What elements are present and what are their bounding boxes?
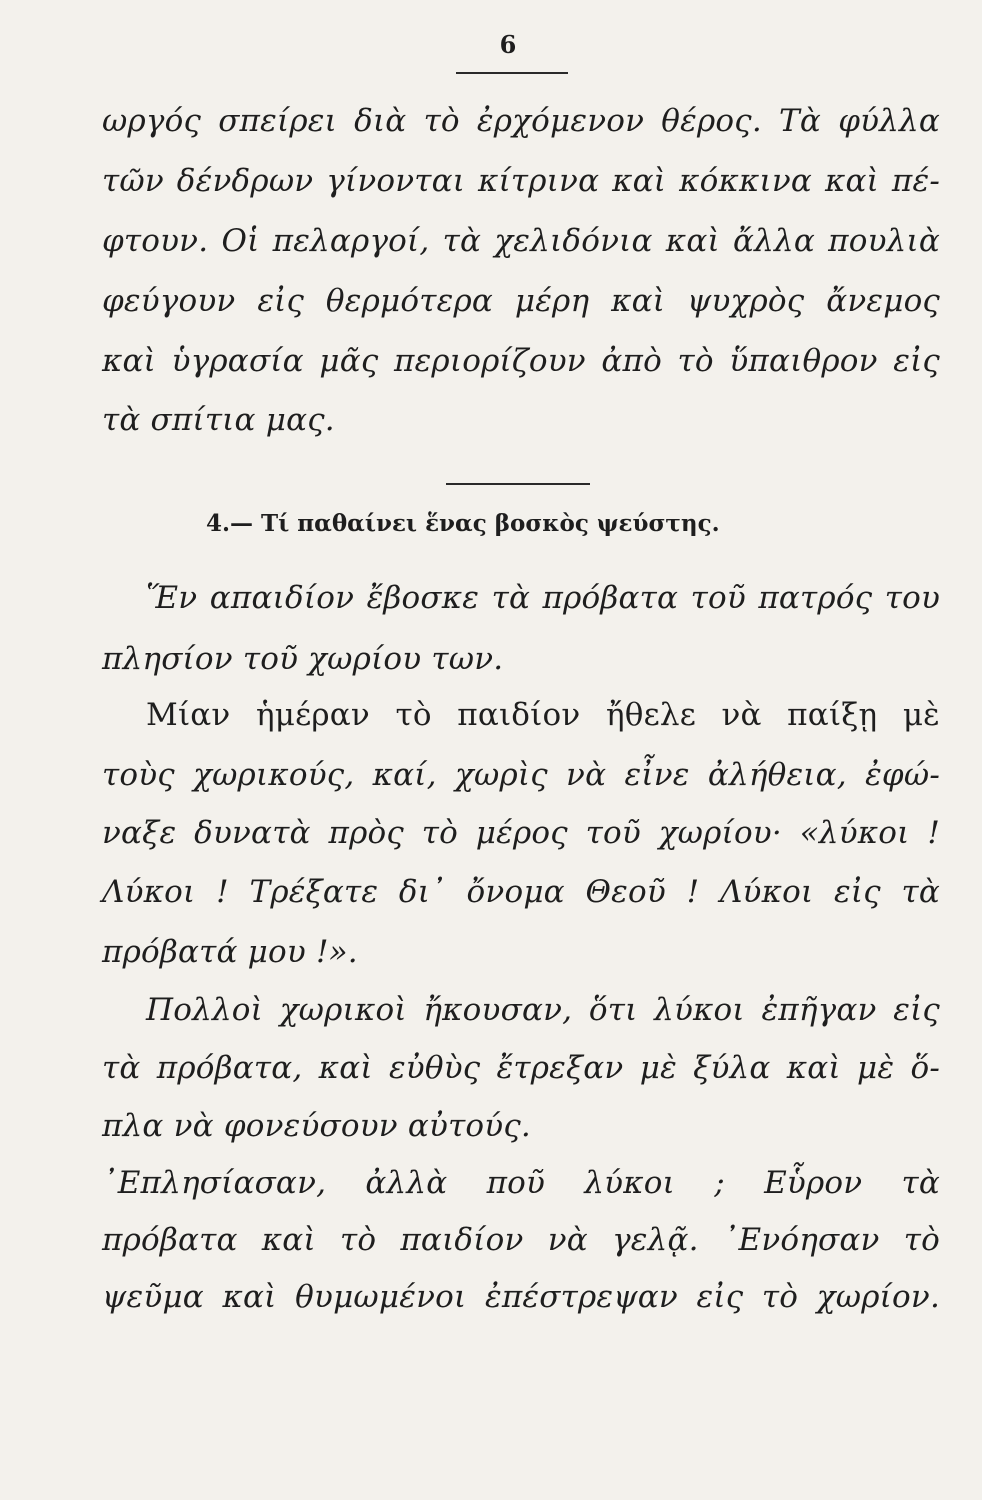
text-line: Ἕν απαιδίον ἔβοσκε τὰ πρόβατα τοῦ πατρός του <box>146 580 940 616</box>
text-line: ψεῦμα καὶ θυμωμένοι ἐπέστρεψαν εἰς τὸ χωρίον. <box>102 1279 940 1315</box>
page-number: 6 <box>499 30 517 59</box>
text-line: ναξε δυνατὰ πρὸς τὸ μέρος τοῦ χωρίου· «λύκοι ! <box>102 815 940 851</box>
section-heading-title: Τί παθαίνει ἕνας βοσκὸς ψεύστης. <box>261 510 720 537</box>
text-line: τὰ σπίτια μας. <box>102 402 335 438</box>
text-line: τὰ πρόβατα, καὶ εὐθὺς ἔτρεξαν μὲ ξύλα καὶ μὲ ὅ- <box>102 1050 940 1086</box>
section-heading <box>206 510 720 537</box>
text-line: ωργός σπείρει διὰ τὸ ἐρχόμενον θέρος. Τὰ φύλλα <box>102 103 940 139</box>
text-line: τῶν δένδρων γίνονται κίτρινα καὶ κόκκινα καὶ πέ- <box>102 163 940 199</box>
text-line: καὶ ὑγρασία μᾶς περιορίζουν ἀπὸ τὸ ὕπαιθρον εἰς <box>102 343 940 379</box>
text-line: πλα νὰ φονεύσουν αὐτούς. <box>102 1108 531 1144</box>
text-line: πρόβατά μου !». <box>102 934 358 970</box>
section-heading-number: 4.— <box>206 510 254 537</box>
text-line: ᾿Επλησίασαν, ἀλλὰ ποῦ λύκοι ; Εὗρον τὰ <box>102 1165 940 1201</box>
text-line: φτουν. Οἱ πελαργοί, τὰ χελιδόνια καὶ ἄλλα πουλιὰ <box>102 223 940 259</box>
header-rule <box>456 72 568 74</box>
text-line: τοὺς χωρικούς, καί, χωρὶς νὰ εἶνε ἀλήθεια, ἐφώ- <box>102 757 940 793</box>
section-rule <box>446 483 590 485</box>
text-line: Μίαν ἡμέραν τὸ παιδίον ἤθελε νὰ παίξῃ μὲ <box>146 697 940 733</box>
text-line: Λύκοι ! Τρέξατε δι᾽ ὄνομα Θεοῦ ! Λύκοι εἰς τὰ <box>102 874 940 910</box>
text-line: φεύγουν εἰς θερμότερα μέρη καὶ ψυχρὸς ἄνεμος <box>102 283 940 319</box>
text-line: πλησίον τοῦ χωρίου των. <box>102 641 504 677</box>
text-line: Πολλοὶ χωρικοὶ ἤκουσαν, ὅτι λύκοι ἐπῆγαν εἰς <box>146 992 940 1028</box>
text-line: πρόβατα καὶ τὸ παιδίον νὰ γελᾷ. ᾿Ενόησαν τὸ <box>102 1222 940 1258</box>
